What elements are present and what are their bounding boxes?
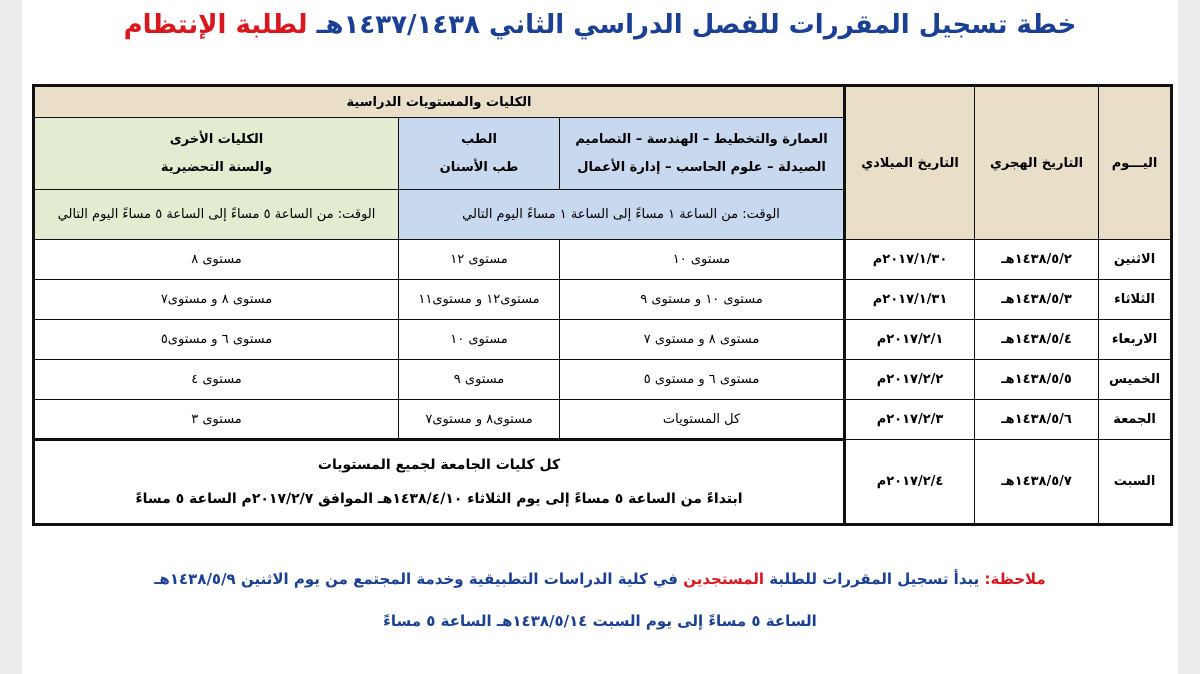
row-group-b: مستوى ٩: [399, 360, 560, 400]
row-group-b: مستوى ١٠: [399, 320, 560, 360]
note-highlight: المستجدين: [683, 570, 765, 588]
row-day: السبت: [1099, 440, 1172, 525]
title-highlight: لطلبة الإنتظام: [123, 10, 308, 40]
header-time-c: الوقت: من الساعة ٥ مساءً إلى الساعة ٥ مساءً اليوم التالي: [34, 190, 399, 240]
header-hijri: التاريخ الهجري: [975, 86, 1099, 240]
row-hijri: ١٤٣٨/٥/٧هـ: [975, 440, 1099, 525]
table-row: [34, 360, 1172, 400]
row-gregorian: ٢٠١٧/٢/١م: [845, 320, 975, 360]
header-group-a: [560, 118, 845, 190]
title-main: خطة تسجيل المقررات للفصل الدراسي الثاني ١٤٣٧/١٤٣٨هـ: [316, 10, 1077, 40]
row-group-c: مستوى ٨ و مستوى٧: [34, 280, 399, 320]
group-c-line2: والسنة التحضيرية: [160, 159, 273, 175]
row-group-a: مستوى ١٠: [560, 240, 845, 280]
row-gregorian: ٢٠١٧/٢/٢م: [845, 360, 975, 400]
row-group-a: مستوى ٨ و مستوى ٧: [560, 320, 845, 360]
row-hijri: ١٤٣٨/٥/٤هـ: [975, 320, 1099, 360]
group-a-line1: العمارة والتخطيط – الهندسة – التصاميم: [575, 131, 828, 147]
header-time-ab: الوقت: من الساعة ١ مساءً إلى الساعة ١ مساءً اليوم التالي: [399, 190, 845, 240]
row-group-c: مستوى ٨: [34, 240, 399, 280]
note-line2: الساعة ٥ مساءً إلى يوم السبت ١٤٣٨/٥/١٤هـ الساعة ٥ مساءً: [383, 612, 817, 630]
last-row-line1: كل كليات الجامعة لجميع المستويات: [317, 457, 561, 473]
note-part1: يبدأ تسجيل المقررات للطلبة: [769, 570, 980, 588]
row-day: الثلاثاء: [1099, 280, 1172, 320]
row-group-b: مستوى ١٢: [399, 240, 560, 280]
row-group-b: مستوى١٢ و مستوى١١: [399, 280, 560, 320]
header-group-c: [34, 118, 399, 190]
group-a-line2: الصيدلة – علوم الحاسب – إدارة الأعمال: [577, 159, 826, 175]
header-day: اليـــوم: [1099, 86, 1172, 240]
row-group-b: مستوى٨ و مستوى٧: [399, 400, 560, 440]
note-line1: [52, 570, 1148, 588]
row-gregorian: ٢٠١٧/١/٣١م: [845, 280, 975, 320]
page-title: [22, 8, 1178, 42]
row-group-a: كل المستويات: [560, 400, 845, 440]
last-row-line2: ابتداءً من الساعة ٥ مساءً إلى يوم الثلاثاء ١٤٣٨/٤/١٠هـ الموافق ٢٠١٧/٢/٧م الساعة ٥ مساءً: [135, 491, 743, 507]
row-group-c: مستوى ٣: [34, 400, 399, 440]
table-row: [34, 240, 1172, 280]
group-c-line1: الكليات الأخرى: [169, 131, 264, 147]
row-day: الجمعة: [1099, 400, 1172, 440]
schedule-table: [32, 84, 1173, 526]
document-page: [22, 0, 1178, 674]
note-prefix: ملاحظة:: [984, 570, 1046, 588]
table-row-last: [34, 440, 1172, 525]
row-gregorian: ٢٠١٧/٢/٤م: [845, 440, 975, 525]
row-hijri: ١٤٣٨/٥/٢هـ: [975, 240, 1099, 280]
row-group-a: مستوى ٦ و مستوى ٥: [560, 360, 845, 400]
row-day: الاربعاء: [1099, 320, 1172, 360]
row-gregorian: ٢٠١٧/١/٣٠م: [845, 240, 975, 280]
row-hijri: ١٤٣٨/٥/٦هـ: [975, 400, 1099, 440]
note-part2: في كلية الدراسات التطبيقية وخدمة المجتمع من يوم الاثنين ١٤٣٨/٥/٩هـ: [154, 570, 678, 588]
table-row: [34, 320, 1172, 360]
header-colleges: الكليات والمستويات الدراسية: [34, 86, 845, 118]
row-group-c: مستوى ٦ و مستوى٥: [34, 320, 399, 360]
table-row: [34, 280, 1172, 320]
row-group-c: مستوى ٤: [34, 360, 399, 400]
row-gregorian: ٢٠١٧/٢/٣م: [845, 400, 975, 440]
group-b-line2: طب الأسنان: [439, 159, 519, 175]
last-row-merged: [34, 440, 845, 525]
header-gregorian: التاريخ الميلادي: [845, 86, 975, 240]
table-row: [34, 400, 1172, 440]
row-day: الاثنين: [1099, 240, 1172, 280]
row-day: الخميس: [1099, 360, 1172, 400]
header-group-b: [399, 118, 560, 190]
row-hijri: ١٤٣٨/٥/٥هـ: [975, 360, 1099, 400]
row-group-a: مستوى ١٠ و مستوى ٩: [560, 280, 845, 320]
row-hijri: ١٤٣٨/٥/٣هـ: [975, 280, 1099, 320]
group-b-line1: الطب: [461, 131, 497, 147]
